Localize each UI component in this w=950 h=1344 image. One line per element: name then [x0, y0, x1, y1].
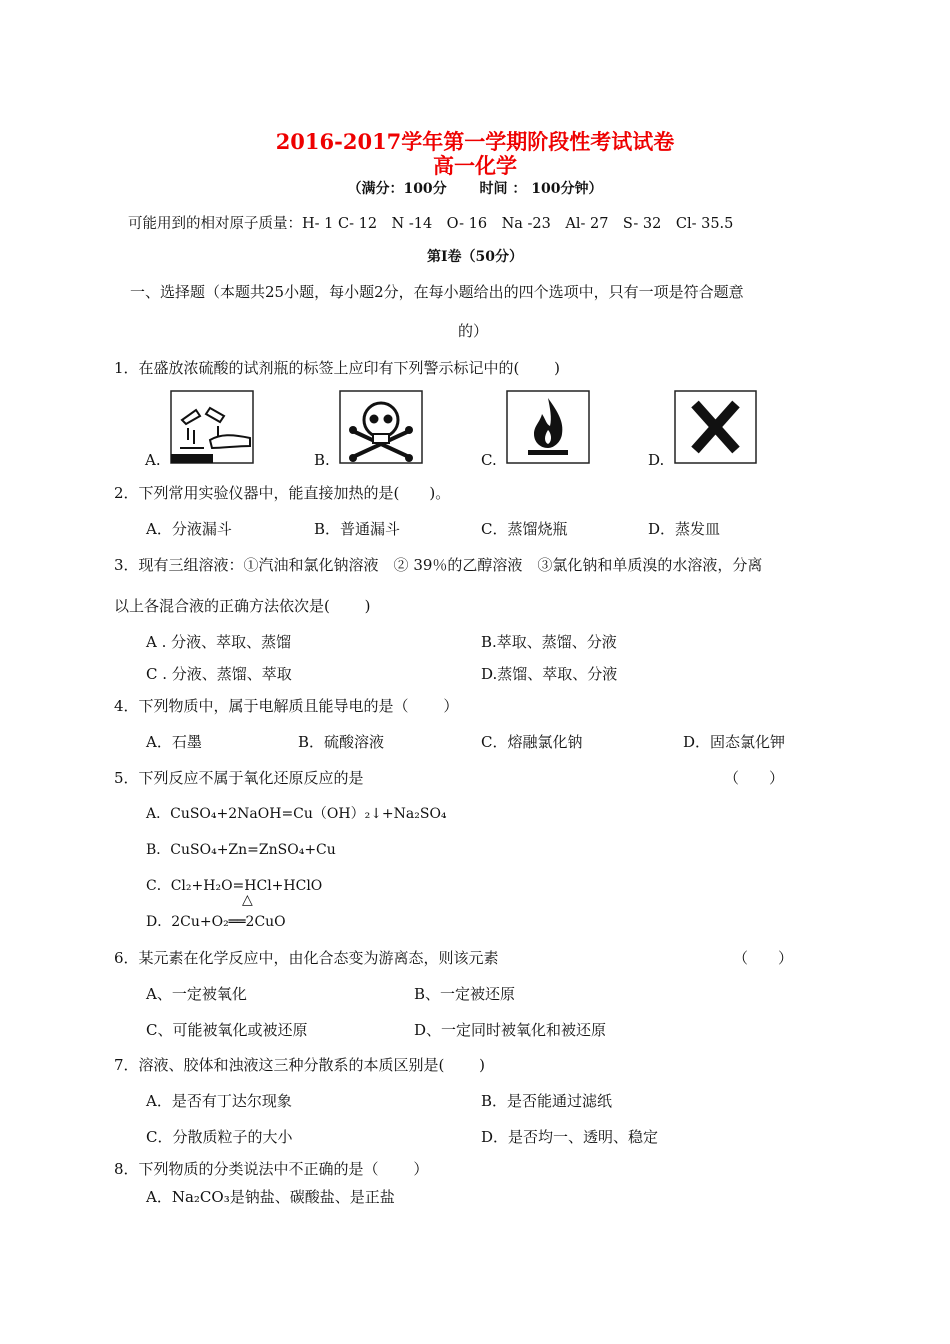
- q8-option-a: A．Na₂CO₃是钠盐、碳酸盐、是正盐: [146, 1188, 395, 1206]
- question-5-bracket: （ ）: [724, 769, 785, 787]
- question-8-stem: 8．下列物质的分类说法中不正确的是（ ）: [114, 1160, 429, 1178]
- q4-option-d: D．固态氯化钾: [683, 733, 786, 751]
- q7-option-a: A．是否有丁达尔现象: [146, 1092, 292, 1110]
- q2-option-b: B．普通漏斗: [314, 520, 401, 538]
- exam-subject: 高一化学: [433, 153, 517, 178]
- question-7-stem: 7．溶液、胶体和浊液这三种分散系的本质区别是( ): [114, 1056, 486, 1074]
- q6-option-b: B、一定被还原: [414, 985, 516, 1003]
- question-2-stem: 2．下列常用实验仪器中，能直接加热的是( )。: [114, 484, 451, 502]
- question-5-stem: 5．下列反应不属于氧化还原反应的是: [114, 769, 364, 787]
- question-6-stem: 6．某元素在化学反应中，由化合态变为游离态，则该元素: [114, 949, 499, 967]
- q1-option-c-label: C.: [481, 451, 497, 469]
- harmful-x-icon: [674, 390, 757, 464]
- q6-option-c: C、可能被氧化或被还原: [146, 1021, 308, 1039]
- q2-option-a: A．分液漏斗: [146, 520, 232, 538]
- atomic-mass-line: 可能用到的相对原子质量：H- 1 C- 12 N -14 O- 16 Na -23 Al- 27 S- 32 Cl- 35.5: [128, 216, 734, 232]
- q5-option-a: A．CuSO₄+2NaOH=Cu（OH）₂↓+Na₂SO₄: [146, 806, 447, 822]
- q3-option-b: B.萃取、蒸馏、分液: [481, 633, 617, 651]
- q1-option-b-label: B.: [314, 451, 330, 469]
- section-heading: 第Ⅰ卷（50分）: [426, 249, 524, 265]
- q3-option-d: D.蒸馏、萃取、分液: [481, 665, 618, 683]
- q5-option-d: D．2Cu+O₂══2CuO: [146, 914, 286, 930]
- instruction-line-1: 一、选择题（本题共25小题，每小题2分，在每小题给出的四个选项中，只有一项是符合题意: [130, 283, 744, 301]
- q2-option-d: D．蒸发皿: [648, 520, 721, 538]
- question-6-bracket: （ ）: [733, 949, 794, 967]
- q7-option-c: C．分散质粒子的大小: [146, 1128, 293, 1146]
- q4-option-a: A．石墨: [146, 733, 202, 751]
- q4-option-b: B．硫酸溶液: [298, 733, 385, 751]
- q3-option-c: C . 分液、蒸馏、萃取: [146, 665, 292, 683]
- heat-symbol: △: [242, 892, 253, 908]
- question-1-stem: 1．在盛放浓硫酸的试剂瓶的标签上应印有下列警示标记中的( ): [114, 359, 561, 377]
- skull-crossbones-icon: [339, 390, 423, 464]
- question-4-stem: 4．下列物质中，属于电解质且能导电的是（ ）: [114, 697, 459, 715]
- q5-option-c: C．Cl₂+H₂O=HCl+HClO: [146, 878, 323, 894]
- question-3-stem-1: 3．现有三组溶液：①汽油和氯化钠溶液 ② 39％的乙醇溶液 ③氯化钠和单质溴的水溶液，分离: [114, 556, 763, 574]
- exam-meta: （满分：100分 时间 ： 100分钟）: [347, 181, 603, 197]
- exam-title: 2016-2017学年第一学期阶段性考试试卷: [275, 129, 675, 154]
- q2-option-c: C．蒸馏烧瓶: [481, 520, 568, 538]
- q7-option-d: D．是否均一、透明、稳定: [481, 1128, 659, 1146]
- q3-option-a: A . 分液、萃取、蒸馏: [146, 633, 292, 651]
- q6-option-a: A、一定被氧化: [146, 985, 247, 1003]
- q6-option-d: D、一定同时被氧化和被还原: [414, 1021, 607, 1039]
- corrosive-icon: [170, 390, 254, 464]
- q7-option-b: B．是否能通过滤纸: [481, 1092, 613, 1110]
- q1-option-d-label: D.: [648, 451, 665, 469]
- q5-option-b: B．CuSO₄+Zn=ZnSO₄+Cu: [146, 842, 336, 858]
- q1-option-a-label: A.: [145, 451, 161, 469]
- q4-option-c: C．熔融氯化钠: [481, 733, 583, 751]
- question-3-stem-2: 以上各混合液的正确方法依次是( ): [114, 597, 371, 615]
- instruction-line-2: 的）: [458, 322, 489, 340]
- flame-icon: [506, 390, 590, 464]
